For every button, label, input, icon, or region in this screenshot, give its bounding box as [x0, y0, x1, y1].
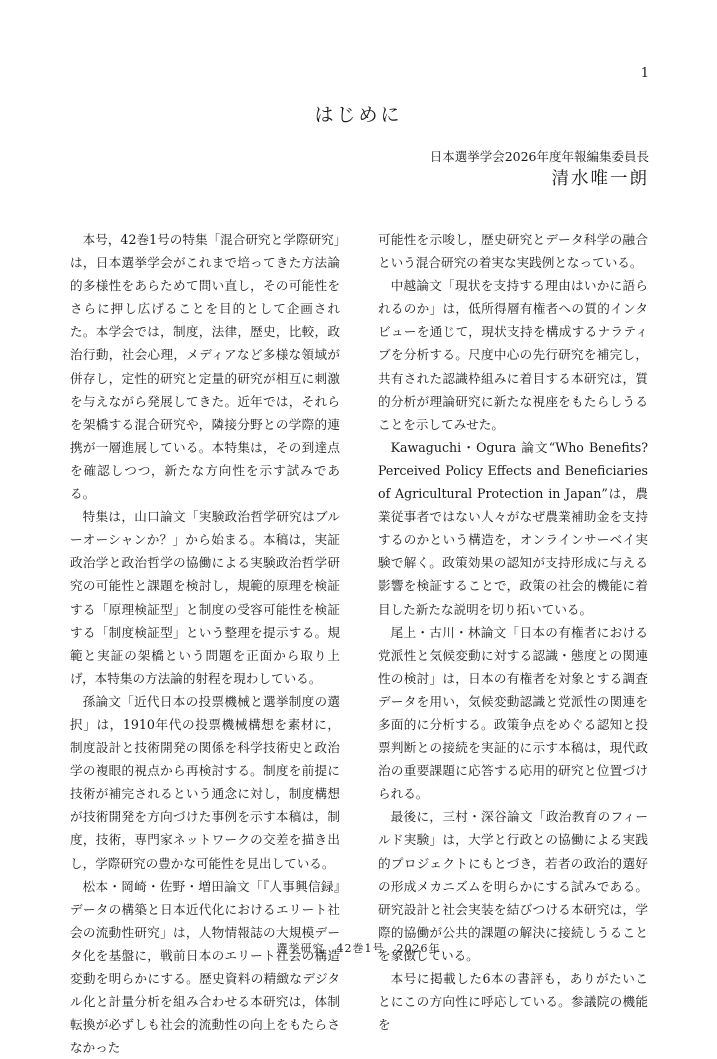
paragraph: 特集は，山口論文「実験政治哲学研究はブルーオーシャンか？」から始まる。本稿は，実証政治学と政治哲学の協働による実験政治哲学研究の可能性と課題を検討し，規範的原理を検証する「原理検証型」と制度の受容可能性を検証する「制度検証型」という整理を提示する。規範と実証の架橋という問題を正面から取り上げ，本特集の方法論的射程を現わしている。: [70, 509, 340, 686]
left-column: [70, 228, 340, 1059]
paragraph: Kawaguchi・Ogura 論文“Who Benefits? Perceived Policy Effects and Beneficiaries of Agricultural Protection in Japan”は，農業従事者ではない人々がなぜ農業補助金を支持するのかという構造を，オンラインサーベイ実験で解く。政策効果の認知が支持形成に与える影響を検証することで，政策の社会的機能に着目した新たな説明を切り拓いている。: [378, 439, 648, 617]
author-block: [430, 148, 649, 192]
paragraph: 孫論文「近代日本の投票機械と選挙制度の選択」は，1910年代の投票機械構想を素材に，制度設計と技術開発の関係を科学技術史と政治学の複眼的視点から再検討する。制度を前提に技術が補完されるという通念に対し，制度構想が技術開発を方向づけた事例を示す本稿は，制度，技術，専門家ネットワークの交差を描き出し，学際研究の豊かな可能性を見出している。: [70, 693, 340, 871]
paragraph: 尾上・古川・林論文「日本の有権者における党派性と気候変動に対する認識・態度との関連性の検討」は，日本の有権者を対象とする調査データを用い，気候変動認識と党派性の関連を多面的に分析する。政策争点をめぐる認知と投票判断との接続を実証的に示す本稿は，現代政治の重要課題に応答する応用的研究と位置づけられる。: [378, 624, 648, 802]
paragraph: 最後に，三村・深谷論文「政治教育のフィールド実験」は，大学と行政との協働による実践的プロジェクトにもとづき，若者の政治的選好の形成メカニズムを明らかにする試みである。研究設計と社会実装を結びつける本研究は，学際的協働が公共的課題の解決に接続しうることを象徴している。: [378, 809, 648, 963]
paragraph-continuation: 可能性を示唆し，歴史研究とデータ科学の融合という混合研究の着実な実践例となっている。: [378, 232, 648, 271]
author-affiliation: 日本選挙学会2026年度年報編集委員長: [429, 149, 649, 164]
author-name: 清水唯一朗: [551, 169, 649, 189]
paragraph: 中越論文「現状を支持する理由はいかに語られるのか」は，低所得層有権者への質的インタビューを通じて，現状支持を構成するナラティブを分析する。尺度中心の先行研究を補完し，共有された認識枠組みに着目する本研究は，質的分析が理論研究に新たな視座をもたらしうることを示してみせた。: [378, 278, 648, 432]
page-footer: 選挙研究 42巻1号 2026年: [276, 942, 441, 955]
right-column: [378, 228, 648, 1036]
paragraph: 松本・岡崎・佐野・増田論文「『人事興信録』データの構築と日本近代化におけるエリート社会の流動性研究」は，人物情報誌の大規模データ化を基盤に，戦前日本のエリート社会の構造変動を明らかにする。歴史資料の精緻なデジタル化と計量分析を組み合わせる本研究は，体制転換が必ずしも社会的流動性の向上をもたらさなかった: [70, 878, 340, 1056]
paragraph: 本号に掲載した6本の書評も，ありがたいことにこの方向性に呼応している。参議院の機能を: [378, 971, 648, 1033]
page-title: はじめに: [314, 104, 403, 126]
page-number: 1: [640, 66, 649, 81]
paragraph: 本号，42巻1号の特集「混合研究と学際研究」は，日本選挙学会がこれまで培ってきた方法論的多様性をあらためて問い直し，その可能性をさらに押し広げることを目的として企画された。本学会では，制度，法律，歴史，比較，政治行動，社会心理，メディアなど多様な領域が併存し，定性的研究と定量的研究が相互に刺激を与えながら発展してきた。近年では，それらを架橋する混合研究や，隣接分野との学際的連携が一層進展している。本特集は，その到達点を確認しつつ，新たな方向性を示す試みである。: [70, 232, 340, 502]
